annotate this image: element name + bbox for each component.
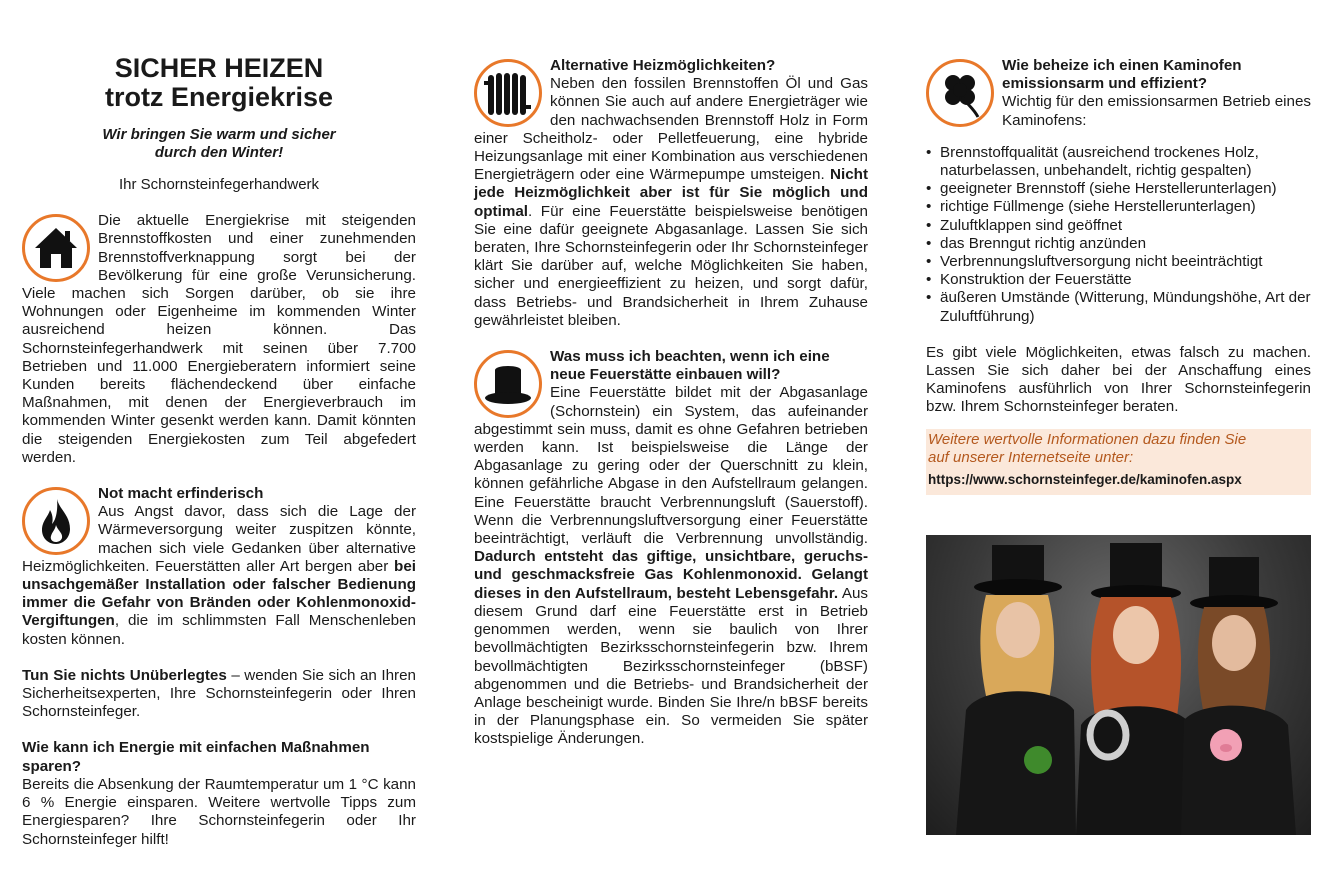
list-item: • geeigneter Brennstoff (siehe Herstellerunterlagen) xyxy=(926,180,1311,198)
not-paragraph: Aus Angst davor, dass sich die Lage der Wärmeversorgung weiter zuspitzen könnte, machen sich viele Gedanken über alternative Heizmöglichkeiten. Feuerstätten aller Art bergen aber bei unsachgemäßer Installation oder falscher Bedienung immer die Gefahr von Bränden oder Kohlenmonoxid-Vergiftungen, die im schlimmsten Fall Menschenleben kosten können. xyxy=(22,503,416,648)
kaminofen-intro: Wichtig für den emissionsarmen Betrieb eines Kaminofens: xyxy=(1002,93,1311,129)
heading-feuerstaette: Was muss ich beachten, wenn ich eine neue Feuerstätte einbauen will? xyxy=(550,348,830,384)
list-item: • äußeren Umstände (Witterung, Mündungshöhe, Art der Zuluftführung) xyxy=(926,289,1311,325)
alternative-paragraph: Neben den fossilen Brennstoffen Öl und Gas können Sie auch auf andere Energieträger wie den nachwachsenden Brennstoff Holz in Form einer Scheitholz- oder Pelletfeuerung, eine hybride Heizungsanlage mit einer Kombination aus verschiedenen Energieträgern oder eine Wärmepumpe umsteigen. Nicht jede Heizmöglichkeit aber ist für Sie möglich und optimal. Für eine Feuerstätte beispielsweise benötigen Sie eine dafür geeignete Abgasanlage. Lassen Sie sich beraten, Ihre Schornsteinfegerin oder Ihr Schornsteinfeger klärt Sie darüber auf, welche Möglichkeiten Sie haben, sicher und energieeffizient zu heizen, und sorgt dafür, dass Betriebs- und Brandsicherheit in Ihrem Zuhause gewährleistet bleiben. xyxy=(474,75,868,329)
heading-alternative: Alternative Heizmöglichkeiten? xyxy=(550,57,776,74)
info-box: Weitere wertvolle Informationen dazu finden Sie auf unserer Internetseite unter: https://www.schornsteinfeger.de/kaminofen.aspx xyxy=(926,429,1311,495)
list-item: • richtige Füllmenge (siehe Herstellerunterlagen) xyxy=(926,198,1311,216)
top-hat-icon xyxy=(474,350,542,418)
organization-line: Ihr Schornsteinfegerhandwerk xyxy=(118,176,320,193)
outro-paragraph: Es gibt viele Möglichkeiten, etwas falsch zu machen. Lassen Sie sich daher bei der Anschaffung eines Kaminofens ausführlich von Ihrer Schornsteinfegerin bzw. Ihrem Schornsteinfeger beraten. xyxy=(926,343,1311,416)
energie-paragraph: Bereits die Absenkung der Raumtemperatur um 1 °C kann 6 % Energie einsparen. Weitere wertvolle Tipps zum Energiesparen? Ihre Schornsteinfegerin oder Ihr Schornsteinfeger hilft! xyxy=(22,775,416,848)
heading-kaminofen: Wie beheize ich einen Kaminofen emissionsarm und effizient? xyxy=(1002,57,1242,93)
website-link[interactable]: https://www.schornsteinfeger.de/kaminofen.aspx xyxy=(928,471,1242,487)
column-right xyxy=(926,0,1311,495)
tun-paragraph: Tun Sie nichts Unüberlegtes – wenden Sie sich an Ihren Sicherheitsexperten, Ihre Schornsteinfegerin oder Ihren Schornsteinfeger. xyxy=(22,666,416,721)
list-item: • Zuluftklappen sind geöffnet xyxy=(926,217,1311,235)
clover-icon xyxy=(926,59,994,127)
page-title: SICHER HEIZEN trotz Energiekrise xyxy=(104,53,334,112)
chimney-sweeps-photo xyxy=(926,535,1311,835)
column-left xyxy=(22,0,416,849)
list-item: • Konstruktion der Feuerstätte xyxy=(926,271,1311,289)
list-item: • das Brenngut richtig anzünden xyxy=(926,235,1311,253)
list-item: • Brennstoffqualität (ausreichend trockenes Holz, naturbelassen, unbehandelt, richtig gespalten) xyxy=(926,144,1311,180)
house-icon xyxy=(22,214,90,282)
subtitle: Wir bringen Sie warm und sicher durch den Winter! xyxy=(102,126,336,161)
heading-not-macht-erfinderisch: Not macht erfinderisch xyxy=(98,485,264,503)
feuerstaette-paragraph: Eine Feuerstätte bildet mit der Abgasanlage (Schornstein) ein System, das aufeinander abgestimmt sein muss, damit es ohne Gefahren betrieben werden kann. Ist beispielsweise die Länge der Abgasanlage zu gering oder der Querschnitt zu klein, können gefährliche Abgase in den Aufstellraum gelangen. Eine Feuerstätte braucht Verbrennungsluft (Sauerstoff). Wenn die Verbrennungsluftversorgung einer Feuerstätte beeinträchtigt, verläuft die Verbrennung unvollständig. Dadurch entsteht das giftige, unsichtbare, geruchs- und geschmacksfreie Gas Kohlenmonoxid. Gelangt dieses in den Aufstellraum, besteht Lebensgefahr. Aus diesem Grund darf eine Feuerstätte erst in Betrieb genommen werden, wenn sie baulich von Ihrer bevollmächtigten Bezirksschornsteinfegerin bzw. Ihrem bevollmächtigten Bezirksschornsteinfeger (bBSF) abgenommen und die Betriebs- und Brandsicherheit der Anlage bescheinigt wurde. Binden Sie Ihre/n bBSF bereits in der Planungsphase ein. So vermeiden Sie später kostspielige Änderungen. xyxy=(474,384,868,748)
flame-icon xyxy=(22,487,90,555)
radiator-icon xyxy=(474,59,542,127)
intro-paragraph: Die aktuelle Energiekrise mit steigenden Brennstoffkosten und einer zunehmenden Brennstoffverknappung sorgt bei der Bevölkerung für eine große Verunsicherung. Viele machen sich Sorgen darüber, ob sie ihre Wohnungen oder Eigenheime im kommenden Winter ausreichend heizen können. Das Schornsteinfegerhandwerk mit seinen über 7.700 Betrieben und 11.000 Energieberatern informiert seine Kunden bereits flächendeckend über einfache Maßnahmen, mit denen der Energieverbrauch im kommenden Winter gesenkt werden kann. Damit könnten die steigenden Energiekosten zum Teil abgefedert werden. xyxy=(22,212,416,466)
list-item: • Verbrennungsluftversorgung nicht beeinträchtigt xyxy=(926,253,1311,271)
kaminofen-checklist xyxy=(926,144,1311,326)
column-middle xyxy=(474,0,868,749)
heading-energie-sparen: Wie kann ich Energie mit einfachen Maßnahmen sparen? xyxy=(22,739,370,775)
